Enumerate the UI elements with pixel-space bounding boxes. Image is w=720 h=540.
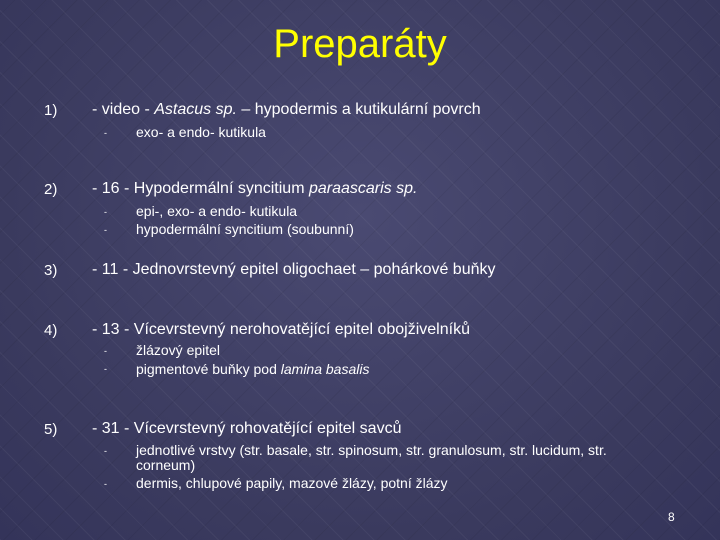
sub-item: dermis, chlupové papily, mazové žlázy, potní žlázy — [136, 475, 448, 491]
item-italic: Astacus sp. — [154, 101, 237, 118]
sub-item-continuation: corneum) — [136, 457, 196, 473]
sub-item: epi-, exo- a endo- kutikula — [136, 203, 298, 219]
item-text: - 16 - Hypodermální syncitium — [92, 180, 309, 197]
list-item — [92, 180, 417, 198]
sub-item — [136, 361, 369, 377]
page-number: 8 — [668, 510, 675, 524]
sub-item-text: pigmentové buňky pod — [136, 361, 281, 377]
item-number: 2) — [44, 181, 58, 198]
sub-item: exo- a endo- kutikula — [136, 124, 266, 140]
sub-item: žlázový epitel — [136, 342, 221, 358]
bullet-dash: - — [104, 446, 107, 456]
item-text: - video - — [92, 101, 155, 118]
item-number: 1) — [44, 102, 58, 119]
item-number: 5) — [44, 421, 58, 438]
bullet-dash: - — [104, 346, 107, 356]
item-number: 4) — [44, 322, 58, 339]
bullet-dash: - — [104, 207, 107, 217]
list-item: - 11 - Jednovrstevný epitel oligochaet – pohárkové buňky — [92, 261, 496, 278]
item-italic: paraascaris sp. — [308, 180, 418, 197]
bullet-dash: - — [104, 128, 107, 138]
bullet-dash: - — [104, 225, 107, 235]
item-number: 3) — [44, 262, 58, 279]
sub-item: jednotlivé vrstvy (str. basale, str. spinosum, str. granulosum, str. lucidum, str. — [136, 442, 607, 458]
sub-item-italic: lamina basalis — [280, 361, 370, 377]
bullet-dash: - — [104, 479, 107, 489]
bullet-dash: - — [104, 364, 107, 374]
list-item — [92, 101, 481, 119]
sub-item: hypodermální syncitium (soubunní) — [136, 221, 354, 237]
slide-title: Preparáty — [273, 22, 447, 66]
list-item: - 31 - Vícevrstevný rohovatějící epitel savců — [92, 420, 402, 437]
list-item: - 13 - Vícevrstevný nerohovatějící epitel obojživelníků — [92, 321, 470, 338]
item-text: – hypodermis a kutikulární povrch — [236, 101, 481, 118]
